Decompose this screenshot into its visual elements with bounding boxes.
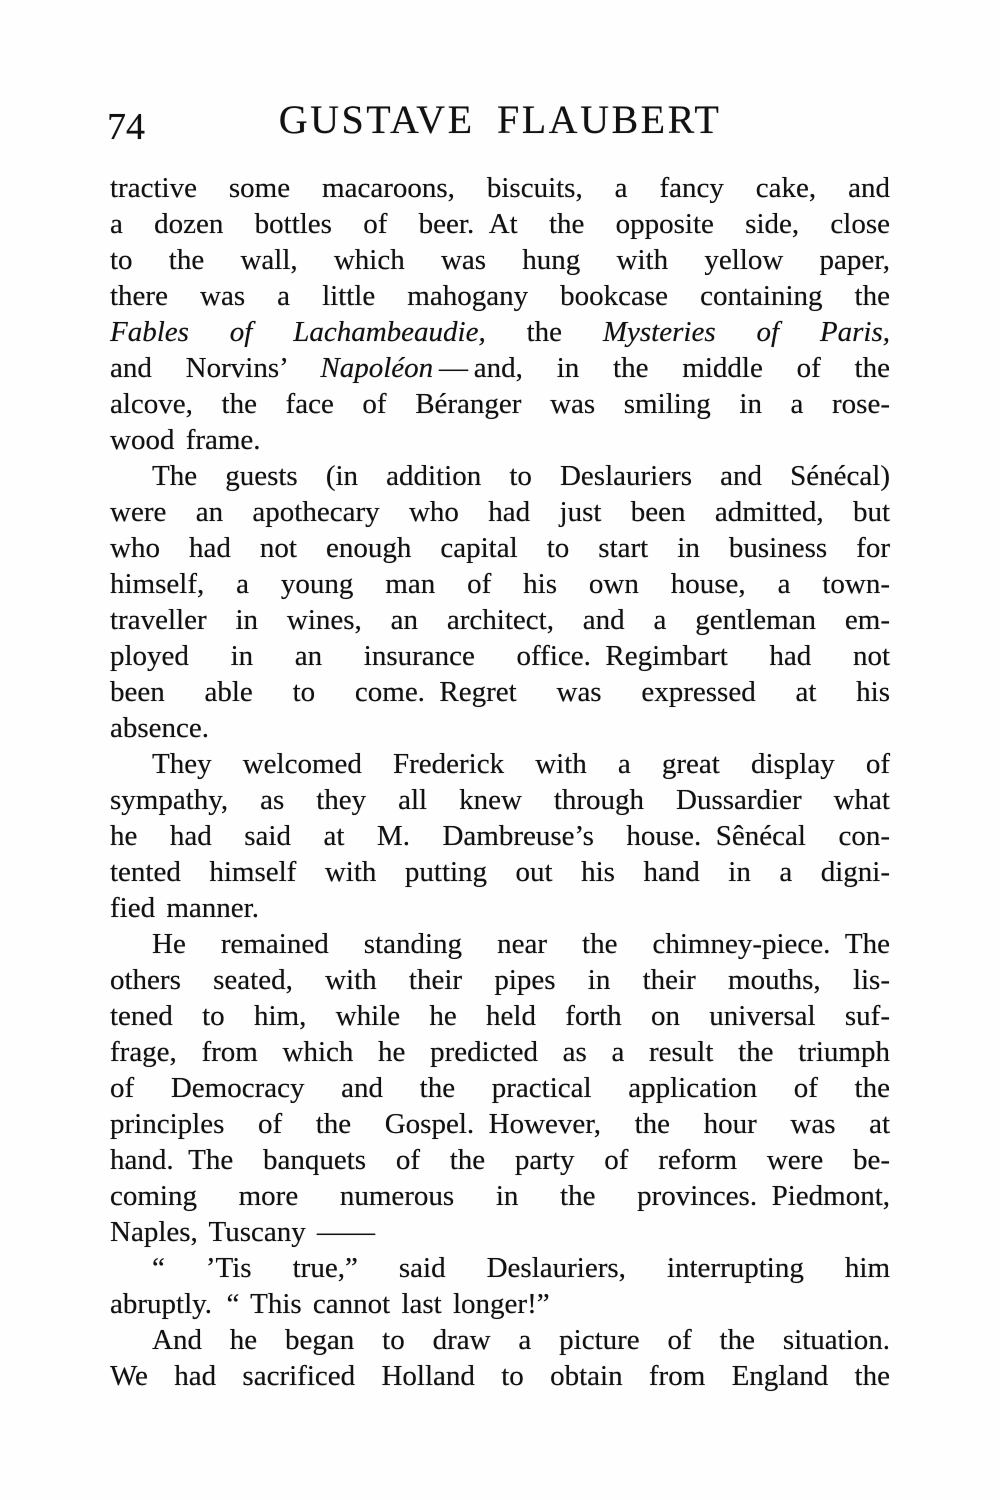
text-segment: wood frame. — [110, 424, 261, 456]
text-segment: Naples, Tuscany —— — [110, 1216, 375, 1248]
text-segment: The guests (in addition to Deslauriers and Sénécal) — [152, 460, 890, 492]
text-line — [110, 854, 890, 890]
text-line — [110, 314, 890, 350]
text-line — [110, 962, 890, 998]
text-line — [110, 422, 890, 458]
text-segment: there was a little mahogany bookcase containing the — [110, 280, 890, 312]
text-segment: a dozen bottles of beer. At the opposite side, close — [110, 208, 890, 240]
text-segment: — and, in the middle of the — [433, 352, 890, 384]
text-line — [110, 530, 890, 566]
italic-text: Napoléon — [320, 352, 434, 384]
text-segment: frage, from which he predicted as a result the triumph — [110, 1036, 890, 1068]
text-segment: He remained standing near the chimney-piece. The — [152, 928, 890, 960]
text-line — [110, 1106, 890, 1142]
text-segment: tented himself with putting out his hand in a digni- — [110, 856, 890, 888]
text-segment: And he began to draw a picture of the situation. — [152, 1324, 890, 1356]
text-segment: were an apothecary who had just been admitted, but — [110, 496, 890, 528]
text-line — [110, 890, 890, 926]
text-line — [110, 746, 890, 782]
text-line — [110, 1286, 890, 1322]
text-segment: the — [485, 316, 603, 348]
text-line — [110, 494, 890, 530]
italic-text: Mysteries of Paris, — [602, 316, 890, 348]
text-segment: alcove, the face of Béranger was smiling in a rose- — [110, 388, 890, 420]
text-line — [110, 1070, 890, 1106]
text-line — [110, 818, 890, 854]
text-line — [110, 1250, 890, 1286]
text-line — [110, 566, 890, 602]
text-segment: of Democracy and the practical application of the — [110, 1072, 890, 1104]
text-line — [110, 386, 890, 422]
running-title: GUSTAVE FLAUBERT — [278, 97, 722, 142]
text-segment: tractive some macaroons, biscuits, a fancy cake, and — [110, 172, 890, 204]
text-segment: hand. The banquets of the party of reform were be- — [110, 1144, 890, 1176]
text-segment: abruptly. “ This cannot last longer!” — [110, 1288, 550, 1320]
text-segment: tened to him, while he held forth on universal suf- — [110, 1000, 890, 1032]
text-line — [110, 674, 890, 710]
text-line — [110, 1178, 890, 1214]
text-segment: traveller in wines, an architect, and a gentleman em- — [110, 604, 890, 636]
text-segment: absence. — [110, 712, 210, 744]
text-line — [110, 1142, 890, 1178]
text-line — [110, 170, 890, 206]
page-number: 74 — [107, 106, 145, 148]
text-line — [110, 242, 890, 278]
text-line — [110, 1034, 890, 1070]
text-line — [110, 782, 890, 818]
italic-text: Fables of Lachambeaudie, — [110, 316, 486, 348]
text-line — [110, 602, 890, 638]
text-segment: fied manner. — [110, 892, 259, 924]
text-segment: “ ’Tis true,” said Deslauriers, interrupting him — [152, 1252, 890, 1284]
text-line — [110, 458, 890, 494]
text-line — [110, 926, 890, 962]
text-segment: been able to come. Regret was expressed at his — [110, 676, 890, 708]
text-segment: coming more numerous in the provinces. Piedmont, — [110, 1180, 890, 1212]
text-line — [110, 206, 890, 242]
text-line — [110, 638, 890, 674]
page-text — [110, 170, 890, 1394]
text-segment: We had sacrificed Holland to obtain from England the — [110, 1360, 890, 1392]
text-segment: ployed in an insurance office. Regimbart had not — [110, 640, 890, 672]
text-segment: he had said at M. Dambreuse’s house. Sênécal con- — [110, 820, 890, 852]
text-segment: and Norvins’ — [110, 352, 321, 384]
text-line — [110, 1358, 890, 1394]
text-line — [110, 1322, 890, 1358]
text-line — [110, 710, 890, 746]
text-line — [110, 350, 890, 386]
text-segment: others seated, with their pipes in their mouths, lis- — [110, 964, 890, 996]
text-segment: sympathy, as they all knew through Dussardier what — [110, 784, 890, 816]
text-segment: who had not enough capital to start in business for — [110, 532, 890, 564]
text-line — [110, 278, 890, 314]
text-segment: principles of the Gospel. However, the hour was at — [110, 1108, 890, 1140]
text-line — [110, 998, 890, 1034]
text-segment: himself, a young man of his own house, a town- — [110, 568, 890, 600]
text-line — [110, 1214, 890, 1250]
text-segment: to the wall, which was hung with yellow paper, — [110, 244, 890, 276]
text-segment: They welcomed Frederick with a great display of — [152, 748, 890, 780]
